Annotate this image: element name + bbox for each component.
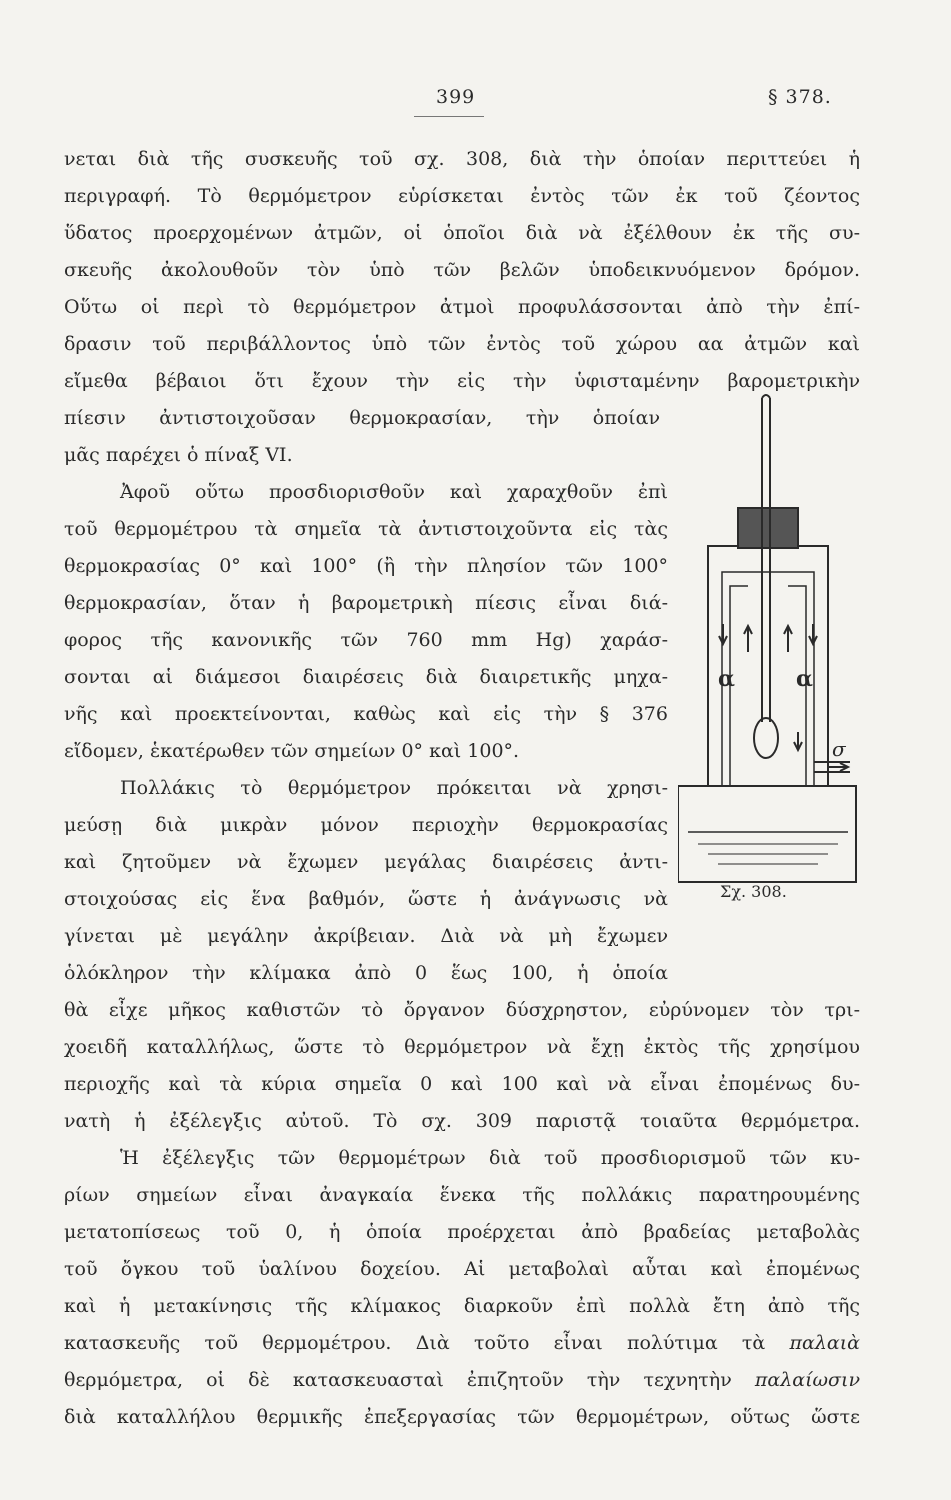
text-line: θερμοκρασίας 0° καὶ 100° (ἢ τὴν πλησίον τῶν 100° [64,555,668,577]
thermometer-top [762,395,770,398]
arrow-up-right [784,626,792,652]
section-number: § 378. [768,86,832,108]
italic-word: παλαιὰ [789,1332,860,1354]
text-line: περιοχῆς καὶ τὰ κύρια σημεῖα 0 καὶ 100 καὶ νὰ εἶναι ἐπομένως δυ- [64,1073,860,1095]
text-line: πίεσιν ἀντιστοιχοῦσαν θερμοκρασίαν, τὴν ὁποίαν [64,407,660,429]
arrow-up-left [744,626,752,652]
text-line: Ἀφοῦ οὕτω προσδιορισθοῦν καὶ χαραχθοῦν ἐπὶ [120,481,668,503]
arrow-down-left [719,624,727,644]
boiler-vessel [678,786,856,882]
text-line [64,1330,860,1356]
text-line: ὁλόκληρον τὴν κλίμακα ἀπὸ 0 ἕως 100, ἡ ὁποία [64,962,668,984]
text-line: ρίων σημείων εἶναι ἀναγκαία ἕνεκα τῆς πολλάκις παρατηρουμένης [64,1184,860,1206]
text-line: περιγραφή. Τὸ θερμόμετρον εὑρίσκεται ἐντὸς τῶν ἐκ τοῦ ζέοντος [64,185,860,207]
text-line: Ἡ ἐξέλεγξις τῶν θερμομέτρων διὰ τοῦ προσδιορισμοῦ τῶν κυ- [120,1147,860,1169]
text-line: γίνεται μὲ μεγάλην ἀκρίβειαν. Διὰ νὰ μὴ ἔχωμεν [64,925,668,947]
text-line: τοῦ ὄγκου τοῦ ὑαλίνου δοχείου. Αἱ μεταβολαὶ αὗται καὶ ἐπομένως [64,1258,860,1280]
text-line: χοειδῆ καταλλήλως, ὥστε τὸ θερμόμετρον νὰ ἔχῃ ἐκτὸς τῆς χρησίμου [64,1036,860,1058]
text-span: κατασκευῆς τοῦ θερμομέτρου. Διὰ τοῦτο εἶναι πολύτιμα τὰ [64,1332,766,1354]
text-line: ὕδατος προερχομένων ἀτμῶν, οἱ ὁποῖοι διὰ νὰ ἐξέλθουν ἐκ τῆς συ- [64,222,860,244]
label-sigma: σ [832,737,846,761]
text-line: εἴδομεν, ἑκατέρωθεν τῶν σημείων 0° καὶ 100°. [64,740,520,762]
figure-308 [678,392,858,912]
text-line: σονται αἱ διάμεσοι διαιρέσεις διὰ διαιρετικῆς μηχα- [64,666,668,688]
text-span: θερμόμετρα, οἱ δὲ κατασκευασταὶ ἐπιζητοῦν τὴν τεχνητὴν [64,1369,732,1391]
text-line: διὰ καταλλήλου θερμικῆς ἐπεξεργασίας τῶν θερμομέτρων, οὕτως ὥστε [64,1406,860,1428]
text-line: θὰ εἶχε μῆκος καθιστῶν τὸ ὄργανον δύσχρηστον, εὐρύνομεν τὸν τρι- [64,999,860,1021]
italic-word: παλαίωσιν [754,1369,860,1391]
stopper [738,508,798,548]
text-line: στοιχούσας εἰς ἕνα βαθμόν, ὥστε ἡ ἀνάγνωσις νὰ [64,888,668,910]
arrow-down-lower [794,732,802,750]
text-line: Πολλάκις τὸ θερμόμετρον πρόκειται νὰ χρησι- [120,777,668,799]
text-line: μεύσῃ διὰ μικρὰν μόνον περιοχὴν θερμοκρασίας [64,814,668,836]
arrow-outlet [828,763,848,771]
label-alpha-right: α [796,666,813,692]
text-line [64,1367,860,1393]
thermometer-bulb [754,718,778,758]
text-line: φορος τῆς κανονικῆς τῶν 760 mm Hg) χαράσ- [64,629,668,651]
text-line: θερμοκρασίαν, ὅταν ἡ βαρομετρικὴ πίεσις εἶναι διά- [64,592,668,614]
text-line: καὶ ζητοῦμεν νὰ ἔχωμεν μεγάλας διαιρέσεις ἀντι- [64,851,668,873]
text-line: νεται διὰ τῆς συσκευῆς τοῦ σχ. 308, διὰ τὴν ὁποίαν περιττεύει ἡ [64,148,860,170]
text-line: δρασιν τοῦ περιβάλλοντος ὑπὸ τῶν ἐντὸς τοῦ χώρου αα ἀτμῶν καὶ [64,333,860,355]
text-line: Οὕτω οἱ περὶ τὸ θερμόμετρον ἀτμοὶ προφυλάσσονται ἀπὸ τὴν ἐπί- [64,296,860,318]
label-alpha-left: α [718,666,735,692]
arrow-down-right [809,624,817,644]
figure-caption: Σχ. 308. [720,882,787,901]
page-header [0,86,951,116]
text-line: μᾶς παρέχει ὁ πίναξ VI. [64,444,293,466]
text-line: νῆς καὶ προεκτείνονται, καθὼς καὶ εἰς τὴν § 376 [64,703,668,725]
page-number: 399 [436,86,476,108]
text-line: τοῦ θερμομέτρου τὰ σημεῖα τὰ ἀντιστοιχοῦντα εἰς τὰς [64,518,668,540]
text-line: εἴμεθα βέβαιοι ὅτι ἔχουν τὴν εἰς τὴν ὑφισταμένην βαρομετρικὴν [64,370,860,392]
text-line: σκευῆς ἀκολουθοῦν τὸν ὑπὸ τῶν βελῶν ὑποδεικνυόμενον δρόμον. [64,259,860,281]
text-line: μετατοπίσεως τοῦ 0, ἡ ὁποία προέρχεται ἀπὸ βραδείας μεταβολὰς [64,1221,860,1243]
text-line: καὶ ἡ μετακίνησις τῆς κλίμακος διαρκοῦν ἐπὶ πολλὰ ἔτη ἀπὸ τῆς [64,1295,860,1317]
apparatus-diagram [678,392,858,912]
text-line: νατὴ ἡ ἐξέλεγξις αὐτοῦ. Τὸ σχ. 309 παριστᾷ τοιαῦτα θερμόμετρα. [64,1110,860,1132]
page-number-rule [414,116,484,117]
